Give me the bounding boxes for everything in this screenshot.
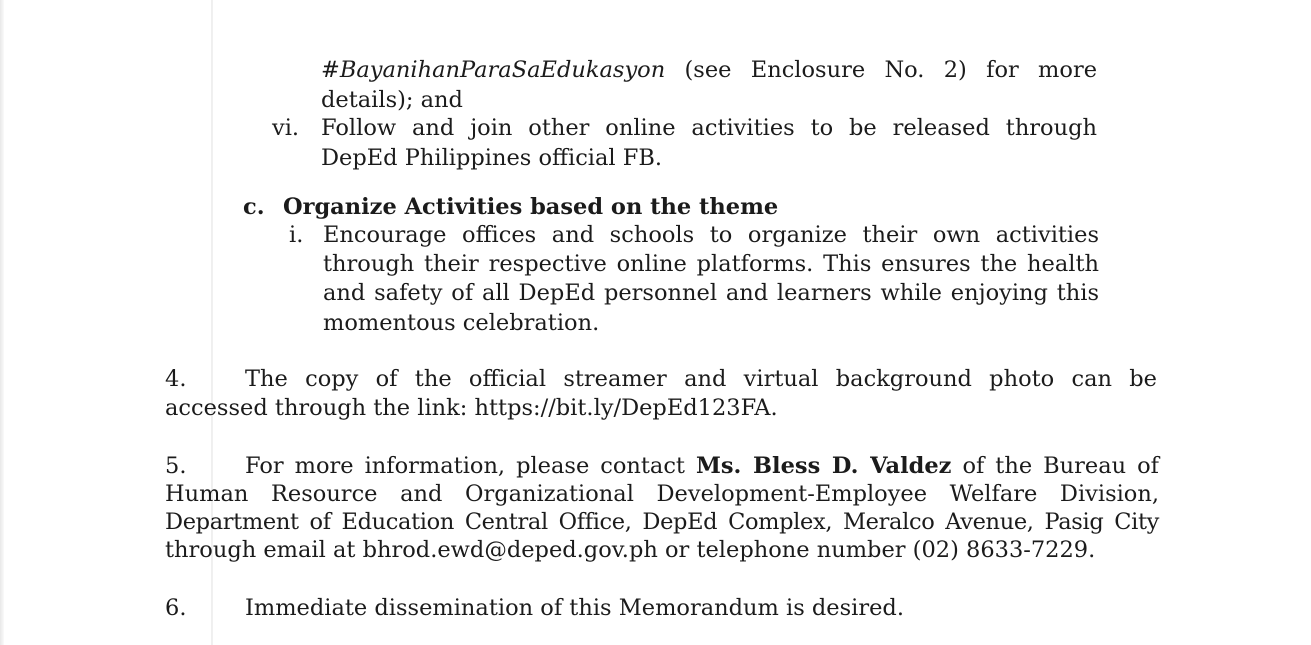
- paragraph-5-line-2-text: Human Resource and Organizational Development-Employee Welfare Division,: [165, 481, 1159, 507]
- section-c-marker: c.: [243, 194, 265, 220]
- paragraph-5-line-1: [245, 452, 1159, 482]
- paragraph-5-line-3: [165, 508, 1159, 538]
- item-v-line-1-rest: (see Enclosure No. 2) for more: [684, 57, 1098, 83]
- section-c-item-i-line-3-text: and safety of all DepEd personnel and learners while enjoying this: [323, 280, 1099, 306]
- section-c-item-i-line-1-text: Encourage offices and schools to organize their own activities: [323, 222, 1099, 248]
- paragraph-4-number: 4.: [165, 366, 187, 392]
- item-vi-line-2: DepEd Philippines official FB.: [321, 145, 663, 171]
- paragraph-6-text: Immediate dissemination of this Memorandum is desired.: [245, 595, 904, 621]
- item-v-line-2: details); and: [321, 87, 463, 113]
- item-vi-line-1-text: Follow and join other online activities to be released through: [321, 115, 1097, 141]
- section-c-item-i-line-4: momentous celebration.: [323, 310, 600, 336]
- section-c-heading: Organize Activities based on the theme: [283, 194, 779, 220]
- paragraph-5-line-1-pre: For more information, please contact: [245, 453, 685, 479]
- section-c-item-i-line-2-text: through their respective online platforms. This ensures the health: [323, 251, 1099, 277]
- paragraph-5-number: 5.: [165, 453, 187, 479]
- paragraph-5-line-2: [165, 480, 1159, 510]
- paragraph-5-line-4: through email at bhrod.ewd@deped.gov.ph or telephone number (02) 8633-7229.: [165, 537, 1096, 563]
- paragraph-5-line-1-post: of the Bureau of: [962, 453, 1159, 479]
- item-vi-marker: vi.: [272, 115, 300, 141]
- item-vi-line-1: [321, 114, 1097, 144]
- paragraph-6-number: 6.: [165, 595, 187, 621]
- paragraph-4-line-2: accessed through the link: https://bit.ly/DepEd123FA.: [165, 395, 778, 421]
- section-c-item-i-marker: i.: [289, 222, 304, 248]
- section-c-item-i-line-2: [323, 250, 1099, 280]
- hashtag-text: #BayanihanParaSaEdukasyon: [321, 57, 666, 83]
- contact-name: Ms. Bless D. Valdez: [695, 453, 952, 479]
- item-v-line-1: [321, 56, 1097, 86]
- paragraph-5-line-3-text: Department of Education Central Office, DepEd Complex, Meralco Avenue, Pasig City: [165, 509, 1159, 535]
- paragraph-4-line-1: [245, 365, 1157, 395]
- paragraph-4-line-1-text: The copy of the official streamer and virtual background photo can be: [245, 366, 1157, 392]
- section-c-item-i-line-1: [323, 221, 1099, 251]
- section-c-item-i-line-3: [323, 279, 1099, 309]
